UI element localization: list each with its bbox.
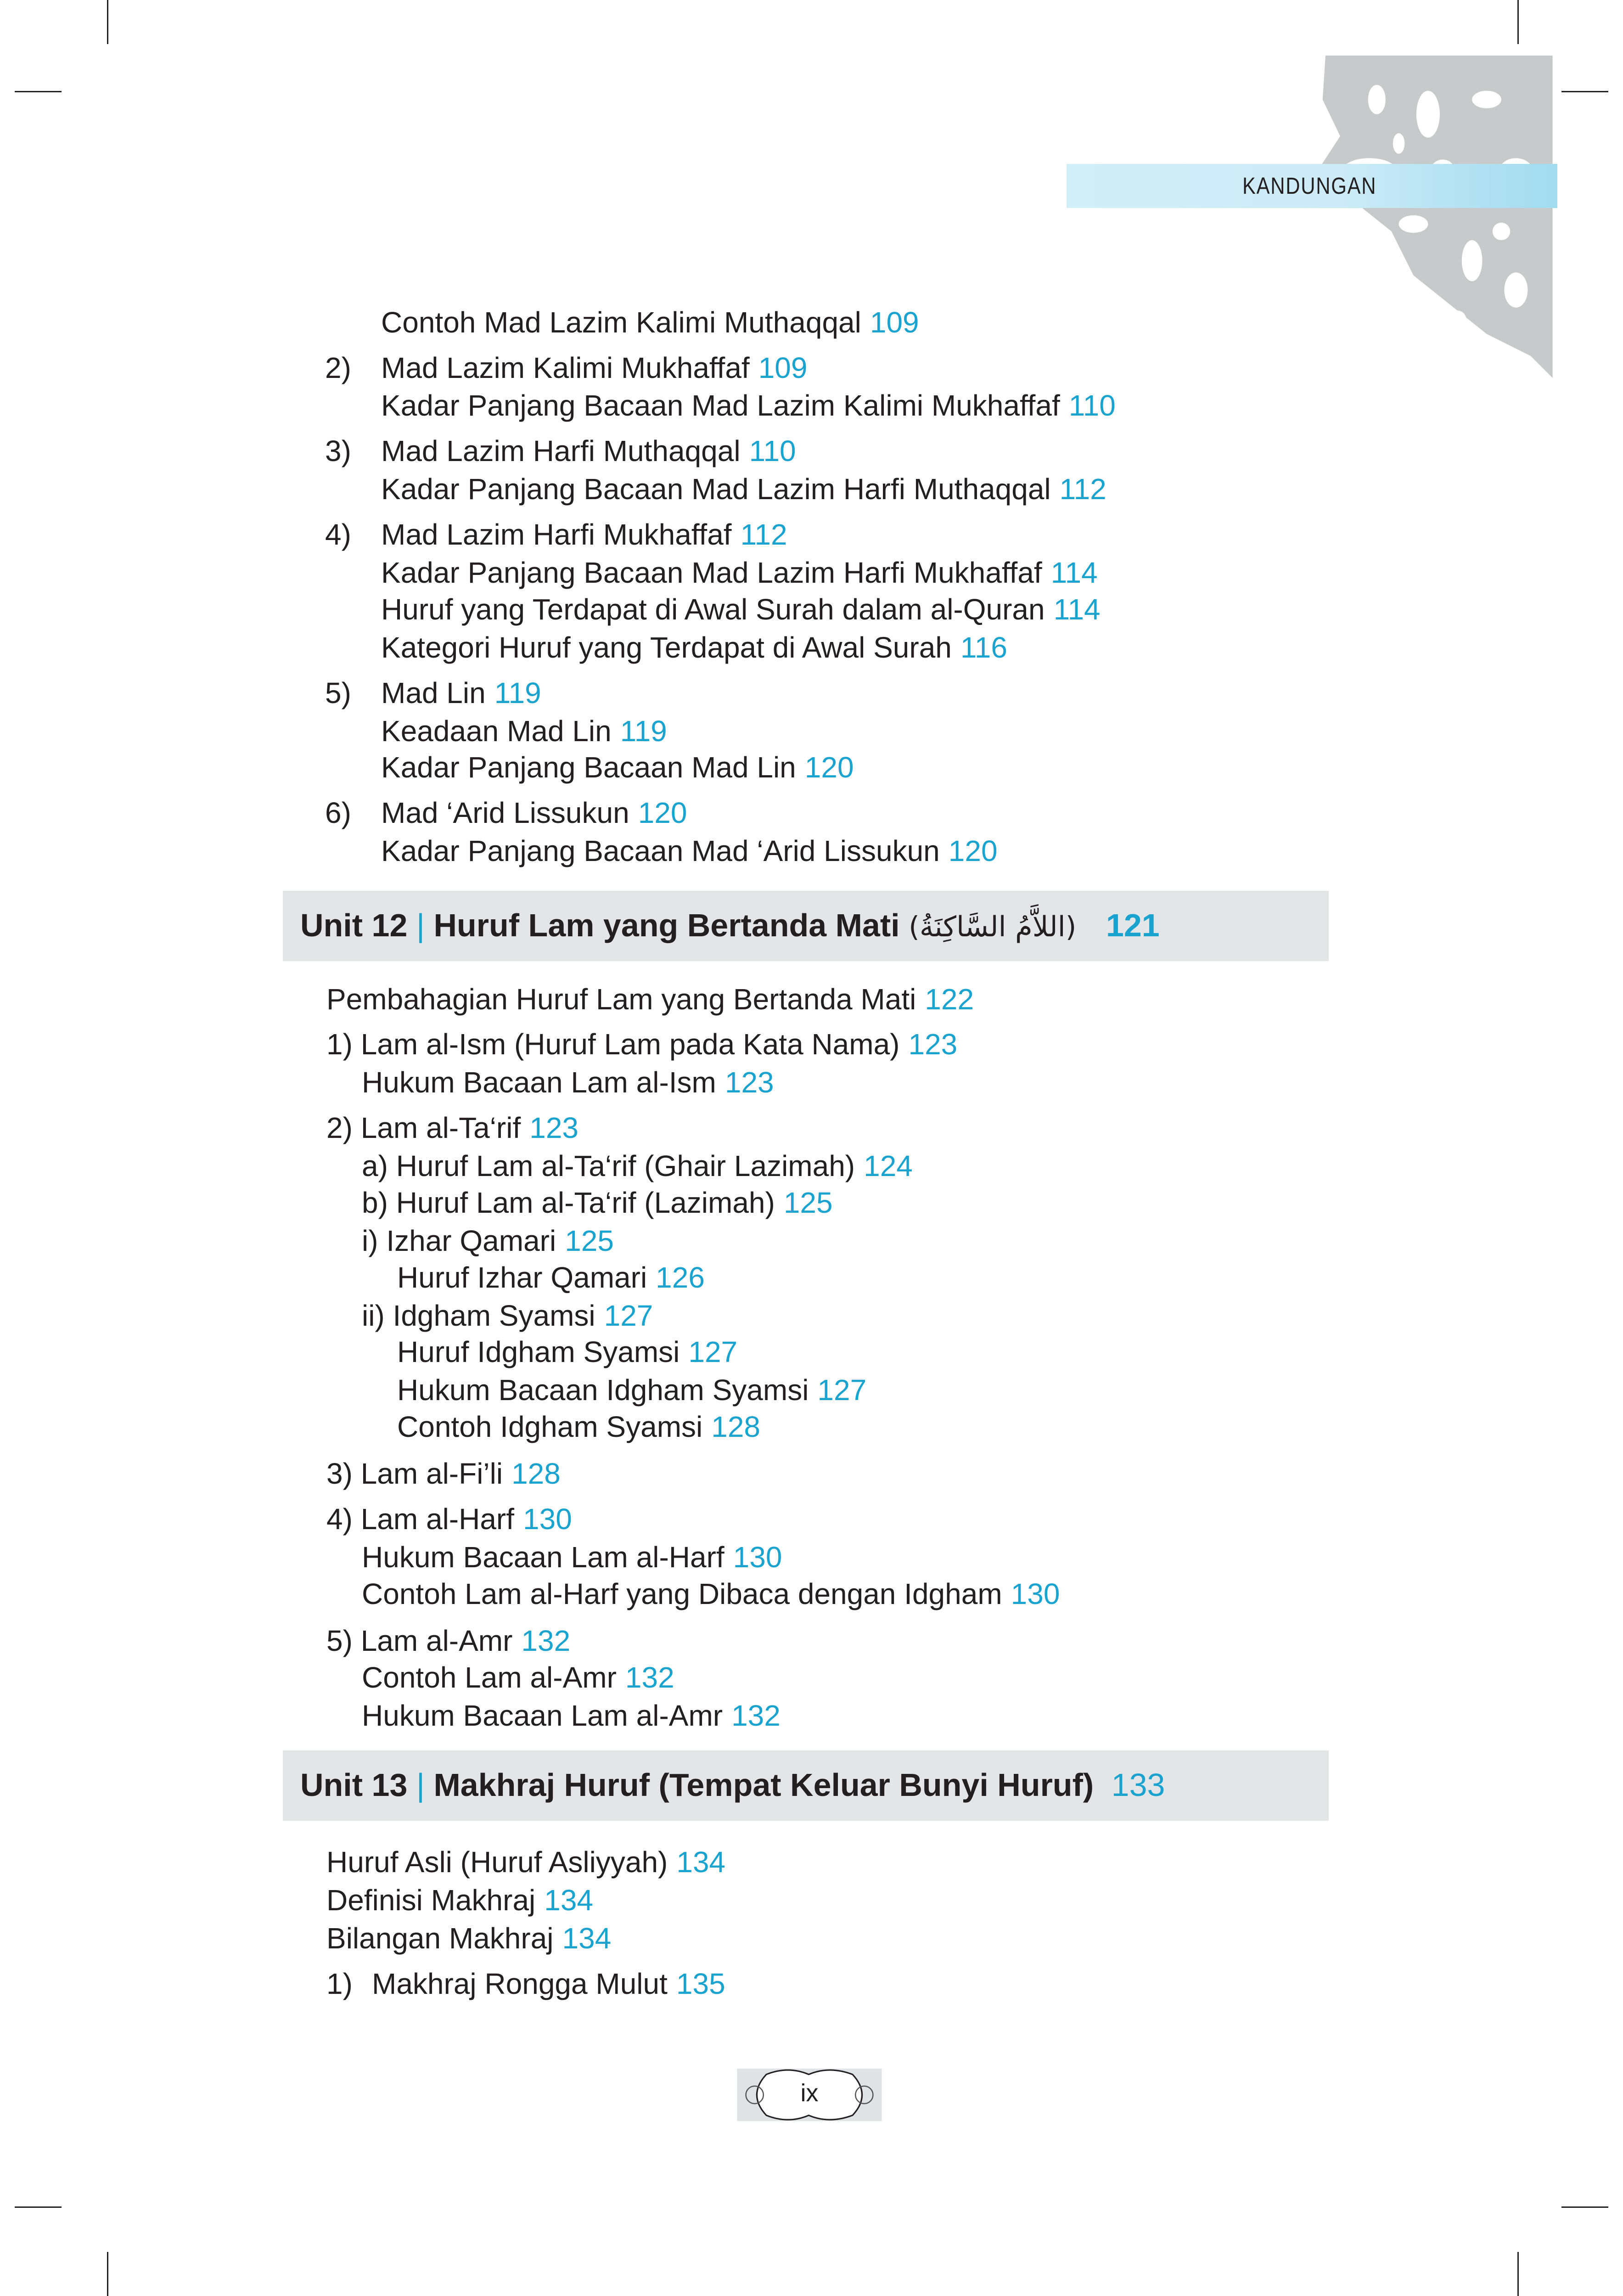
- entry-title: Huruf Asli (Huruf Asliyyah): [326, 1846, 668, 1879]
- entry-title: Keadaan Mad Lin: [381, 715, 612, 748]
- unit-number: Unit 13: [300, 1767, 408, 1803]
- entry-number: 5): [325, 676, 351, 709]
- entry-title: Pembahagian Huruf Lam yang Bertanda Mati: [326, 983, 916, 1016]
- entry-title: Huruf Idgham Syamsi: [397, 1335, 680, 1368]
- entry-title: Hukum Bacaan Lam al-Harf: [362, 1541, 724, 1574]
- crop-mark: [107, 0, 108, 44]
- entry-title: Mad ‘Arid Lissukun: [381, 796, 629, 829]
- entry-title: 1) Lam al-Ism (Huruf Lam pada Kata Nama): [326, 1028, 900, 1061]
- entry-title: Mad Lazim Harfi Mukhaffaf: [381, 518, 732, 551]
- entry-title: 2) Lam al-Ta‘rif: [326, 1111, 521, 1144]
- entry-page: 114: [1053, 593, 1101, 626]
- unit-page: 133: [1111, 1767, 1165, 1803]
- unit-13-heading[interactable]: [283, 1750, 1329, 1821]
- entry-title: Kadar Panjang Bacaan Mad Lazim Kalimi Mukhaffaf: [381, 389, 1060, 422]
- entry-page: 134: [676, 1846, 726, 1879]
- entry-title: Kategori Huruf yang Terdapat di Awal Surah: [381, 631, 952, 664]
- toc-entry[interactable]: [362, 1576, 1060, 1612]
- entry-page: 123: [529, 1111, 578, 1144]
- entry-number: 4): [325, 518, 351, 551]
- toc-entry[interactable]: [326, 1027, 957, 1062]
- page-number-ornament: [737, 2063, 882, 2127]
- entry-page: 112: [740, 518, 787, 551]
- entry-page: 114: [1050, 556, 1098, 589]
- toc-entry[interactable]: [381, 517, 787, 552]
- entry-number: 3): [325, 434, 351, 467]
- entry-page: 112: [1059, 473, 1106, 506]
- toc-entry[interactable]: [397, 1260, 705, 1295]
- toc-entry[interactable]: [326, 1845, 725, 1880]
- entry-title: Hukum Bacaan Lam al-Amr: [362, 1699, 723, 1732]
- entry-title: Definisi Makhraj: [326, 1884, 536, 1917]
- toc-entry[interactable]: [362, 1298, 653, 1334]
- entry-page: 134: [562, 1922, 612, 1955]
- toc-entry[interactable]: [381, 433, 796, 469]
- toc-entry[interactable]: [381, 795, 687, 831]
- toc-entry[interactable]: [326, 1110, 578, 1146]
- entry-page: 120: [948, 834, 998, 867]
- toc-entry[interactable]: [362, 1185, 833, 1221]
- toc-entry[interactable]: [372, 1966, 725, 2002]
- entry-title: Kadar Panjang Bacaan Mad Lin: [381, 751, 796, 784]
- entry-title: Kadar Panjang Bacaan Mad Lazim Harfi Muthaqqal: [381, 473, 1051, 506]
- toc-entry[interactable]: [381, 750, 854, 785]
- entry-page: 127: [817, 1373, 867, 1407]
- crop-mark: [107, 2252, 108, 2296]
- entry-title: ii) Idgham Syamsi: [362, 1299, 595, 1332]
- entry-title: a) Huruf Lam al-Ta‘rif (Ghair Lazimah): [362, 1149, 855, 1182]
- section-title: KANDUNGAN: [1242, 173, 1377, 199]
- entry-page: 128: [511, 1457, 561, 1490]
- unit-title-arabic: (اللاَّمُ السَّاكِنَةُ): [909, 911, 1077, 943]
- section-header-band: [1067, 164, 1557, 208]
- toc-entry[interactable]: [362, 1223, 614, 1259]
- entry-page: 132: [625, 1661, 674, 1694]
- crop-mark: [1517, 2252, 1519, 2296]
- entry-page: 120: [804, 751, 854, 784]
- corner-ornament-icon: [1311, 56, 1554, 378]
- entry-title: Bilangan Makhraj: [326, 1922, 554, 1955]
- entry-page: 116: [960, 631, 1007, 664]
- toc-entry[interactable]: [381, 350, 807, 386]
- entry-title: b) Huruf Lam al-Ta‘rif (Lazimah): [362, 1186, 775, 1219]
- crop-mark: [15, 91, 62, 92]
- entry-page: 127: [604, 1299, 653, 1332]
- entry-title: Mad Lazim Kalimi Mukhaffaf: [381, 351, 750, 384]
- entry-page: 124: [864, 1149, 913, 1182]
- toc-entry[interactable]: [362, 1148, 913, 1184]
- entry-page: 130: [1011, 1577, 1060, 1610]
- toc-entry[interactable]: [326, 1623, 570, 1659]
- separator: |: [416, 907, 425, 943]
- toc-entry[interactable]: [381, 833, 998, 869]
- entry-title: i) Izhar Qamari: [362, 1224, 556, 1257]
- entry-page: 130: [733, 1541, 782, 1574]
- entry-page: 123: [724, 1066, 774, 1099]
- unit-title: Huruf Lam yang Bertanda Mati: [433, 907, 900, 943]
- entry-title: Makhraj Rongga Mulut: [372, 1967, 668, 2000]
- toc-entry[interactable]: [362, 1660, 674, 1695]
- entry-page: 132: [521, 1624, 571, 1657]
- entry-title: Hukum Bacaan Idgham Syamsi: [397, 1373, 809, 1407]
- entry-page: 130: [523, 1503, 572, 1536]
- entry-title: Hukum Bacaan Lam al-Ism: [362, 1066, 716, 1099]
- crop-mark: [1561, 2206, 1608, 2208]
- entry-page: 110: [749, 434, 796, 467]
- entry-page: 122: [925, 983, 974, 1016]
- entry-page: 135: [676, 1967, 725, 2000]
- entry-page: 119: [620, 715, 667, 748]
- unit-12-heading[interactable]: [283, 891, 1329, 961]
- toc-entry[interactable]: [397, 1334, 737, 1370]
- entry-title: Kadar Panjang Bacaan Mad Lazim Harfi Mukhaffaf: [381, 556, 1042, 589]
- toc-entry[interactable]: [381, 592, 1101, 627]
- unit-number: Unit 12: [300, 907, 408, 943]
- unit-title: Makhraj Huruf (Tempat Keluar Bunyi Huruf): [433, 1767, 1094, 1803]
- entry-page: 126: [656, 1261, 705, 1294]
- entry-page: 128: [711, 1410, 760, 1443]
- entry-title: Mad Lin: [381, 676, 486, 709]
- unit-page: 121: [1106, 907, 1160, 943]
- entry-title: 4) Lam al-Harf: [326, 1503, 514, 1536]
- toc-entry[interactable]: [381, 555, 1098, 591]
- crop-mark: [1561, 91, 1608, 92]
- entry-number: 6): [325, 796, 351, 829]
- entry-page: 109: [870, 306, 919, 339]
- crop-mark: [1517, 0, 1519, 44]
- toc-entry[interactable]: [362, 1698, 781, 1733]
- crop-mark: [15, 2206, 62, 2208]
- entry-page: 127: [688, 1335, 738, 1368]
- entry-title: Huruf Izhar Qamari: [397, 1261, 647, 1294]
- toc-entry[interactable]: [381, 675, 541, 711]
- entry-page: 123: [908, 1028, 958, 1061]
- entry-title: Contoh Mad Lazim Kalimi Muthaqqal: [381, 306, 861, 339]
- entry-page: 132: [731, 1699, 781, 1732]
- toc-entry[interactable]: [381, 388, 1116, 423]
- toc-entry[interactable]: [326, 1883, 593, 1918]
- page-number: ix: [800, 2079, 819, 2107]
- toc-entry[interactable]: [397, 1373, 866, 1408]
- entry-title: Kadar Panjang Bacaan Mad ‘Arid Lissukun: [381, 834, 940, 867]
- toc-entry[interactable]: [381, 472, 1106, 507]
- toc-entry[interactable]: [397, 1409, 760, 1445]
- toc-entry[interactable]: [381, 714, 667, 749]
- toc-entry[interactable]: [326, 982, 974, 1017]
- entry-page: 109: [758, 351, 808, 384]
- entry-title: Mad Lazim Harfi Muthaqqal: [381, 434, 741, 467]
- entry-title: Contoh Lam al-Amr: [362, 1661, 617, 1694]
- entry-page: 119: [494, 676, 541, 709]
- entry-page: 125: [565, 1224, 614, 1257]
- entry-title: Contoh Idgham Syamsi: [397, 1410, 703, 1443]
- entry-title: 5) Lam al-Amr: [326, 1624, 513, 1657]
- entry-number: 2): [325, 351, 351, 384]
- toc-entry[interactable]: [381, 305, 919, 340]
- toc-entry[interactable]: [326, 1502, 572, 1537]
- entry-title: Huruf yang Terdapat di Awal Surah dalam al-Quran: [381, 593, 1045, 626]
- entry-title: 3) Lam al-Fi’li: [326, 1457, 503, 1490]
- entry-page: 125: [783, 1186, 833, 1219]
- toc-entry[interactable]: [326, 1921, 611, 1956]
- entry-page: 110: [1068, 389, 1116, 422]
- entry-number: 1): [326, 1967, 353, 2000]
- entry-page: 134: [544, 1884, 594, 1917]
- toc-entry[interactable]: [326, 1456, 561, 1491]
- entry-title: Contoh Lam al-Harf yang Dibaca dengan Idgham: [362, 1577, 1002, 1610]
- toc-entry[interactable]: [362, 1065, 774, 1100]
- toc-entry[interactable]: [362, 1540, 782, 1575]
- toc-entry[interactable]: [381, 630, 1007, 665]
- separator: |: [416, 1767, 425, 1803]
- entry-page: 120: [638, 796, 687, 829]
